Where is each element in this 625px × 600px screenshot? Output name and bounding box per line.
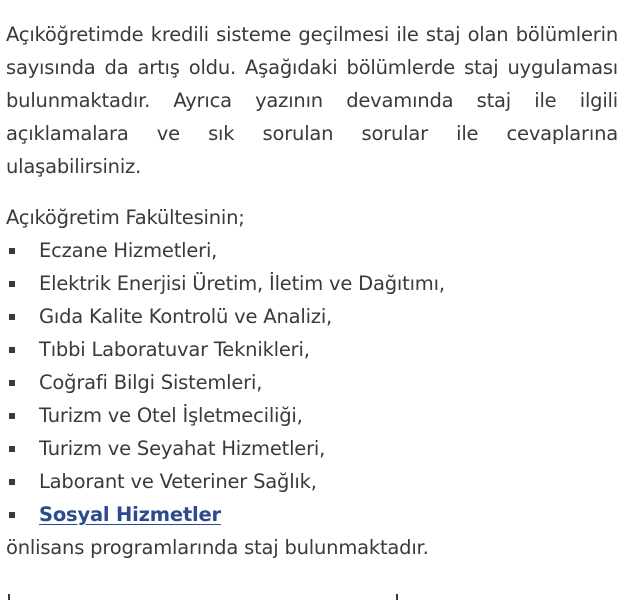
bullet-icon xyxy=(9,413,15,419)
faculty-heading: Açıköğretim Fakültesinin; xyxy=(6,206,245,229)
program-label: Elektrik Enerjisi Üretim, İletim ve Dağıtımı, xyxy=(39,272,445,295)
list-item xyxy=(6,300,618,333)
list-item xyxy=(6,366,618,399)
closing-paragraph: önlisans programlarında staj bulunmaktadır. xyxy=(6,536,429,559)
text-fragment xyxy=(8,594,10,600)
clipped-text-line xyxy=(0,594,625,600)
list-item xyxy=(6,498,618,531)
bullet-icon xyxy=(9,248,15,254)
list-item xyxy=(6,267,618,300)
list-item xyxy=(6,432,618,465)
program-label: Turizm ve Seyahat Hizmetleri, xyxy=(39,437,326,460)
bullet-icon xyxy=(9,314,15,320)
program-label: Tıbbi Laboratuvar Teknikleri, xyxy=(39,338,310,361)
list-item xyxy=(6,465,618,498)
intro-paragraph: Açıköğretimde kredili sisteme geçilmesi ile staj olan bölümlerin sayısında da artış oldu. Aşağıdaki bölümlerde staj uygulaması bulunmaktadır. Ayrıca yazının devamında staj ile ilgili açıklamalara ve sık sorulan sorular ile cevaplarına ulaşabilirsiniz. xyxy=(6,23,618,178)
bullet-icon xyxy=(9,380,15,386)
bullet-icon xyxy=(9,512,15,518)
list-item xyxy=(6,333,618,366)
article-body xyxy=(6,18,618,564)
bullet-icon xyxy=(9,281,15,287)
sosyal-hizmetler-link[interactable]: Sosyal Hizmetler xyxy=(39,503,221,526)
program-label: Turizm ve Otel İşletmeciliği, xyxy=(39,404,303,427)
bullet-icon xyxy=(9,347,15,353)
program-list xyxy=(6,234,618,531)
list-item xyxy=(6,234,618,267)
program-label: Eczane Hizmetleri, xyxy=(39,239,218,262)
program-label: Coğrafi Bilgi Sistemleri, xyxy=(39,371,263,394)
program-label: Laborant ve Veteriner Sağlık, xyxy=(39,470,317,493)
text-fragment xyxy=(396,594,398,600)
list-item xyxy=(6,399,618,432)
bullet-icon xyxy=(9,479,15,485)
bullet-icon xyxy=(9,446,15,452)
program-label: Gıda Kalite Kontrolü ve Analizi, xyxy=(39,305,333,328)
